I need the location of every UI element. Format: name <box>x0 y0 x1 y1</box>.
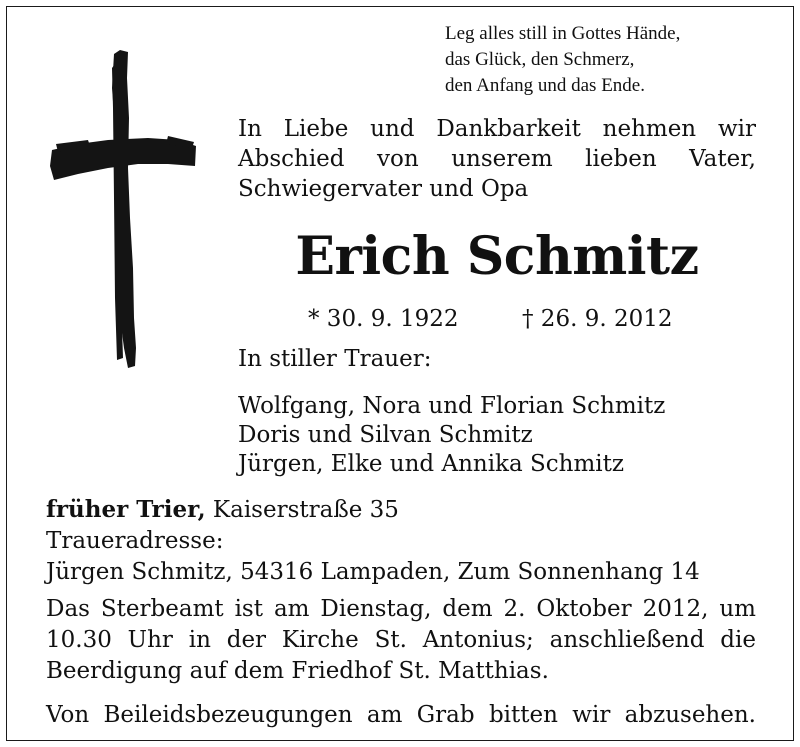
verse-line: den Anfang und das Ende. <box>445 75 645 96</box>
service-line: 10.30 Uhr in der Kirche St. Antonius; anschließend die <box>46 627 756 653</box>
mourner-line: Wolfgang, Nora und Florian Schmitz <box>238 393 666 419</box>
mourning-address-label: Traueradresse: <box>46 528 224 554</box>
mourner-line: Jürgen, Elke und Annika Schmitz <box>238 451 624 477</box>
intro-text <box>238 114 756 204</box>
address-block <box>46 494 700 588</box>
mourning-address: Jürgen Schmitz, 54316 Lampaden, Zum Sonnenhang 14 <box>46 559 700 585</box>
service-line: Das Sterbeamt ist am Dienstag, dem 2. Oktober 2012, um <box>46 596 756 622</box>
deceased-name: Erich Schmitz <box>295 226 699 287</box>
verse-line: Leg alles still in Gottes Hände, <box>445 23 681 44</box>
cross-icon <box>48 48 198 370</box>
birth-date: * 30. 9. 1922 <box>308 306 459 332</box>
intro-line: Abschied von unserem lieben Vater, <box>238 146 756 172</box>
former-label: früher Trier, <box>46 496 206 523</box>
mourners-list <box>238 392 665 479</box>
death-date: † 26. 9. 2012 <box>522 306 673 332</box>
intro-line: Schwiegervater und Opa <box>238 176 529 202</box>
service-line: Beerdigung auf dem Friedhof St. Matthias. <box>46 658 549 684</box>
verse <box>445 21 680 99</box>
mourner-line: Doris und Silvan Schmitz <box>238 422 533 448</box>
intro-line: In Liebe und Dankbarkeit nehmen wir <box>238 116 756 142</box>
service-info <box>46 594 756 687</box>
verse-line: das Glück, den Schmerz, <box>445 49 635 70</box>
closing-note: Von Beileidsbezeugungen am Grab bitten wir abzusehen. <box>46 702 756 728</box>
former-street: Kaiserstraße 35 <box>205 497 399 523</box>
mourning-heading: In stiller Trauer: <box>238 346 432 372</box>
former-address <box>46 494 700 526</box>
